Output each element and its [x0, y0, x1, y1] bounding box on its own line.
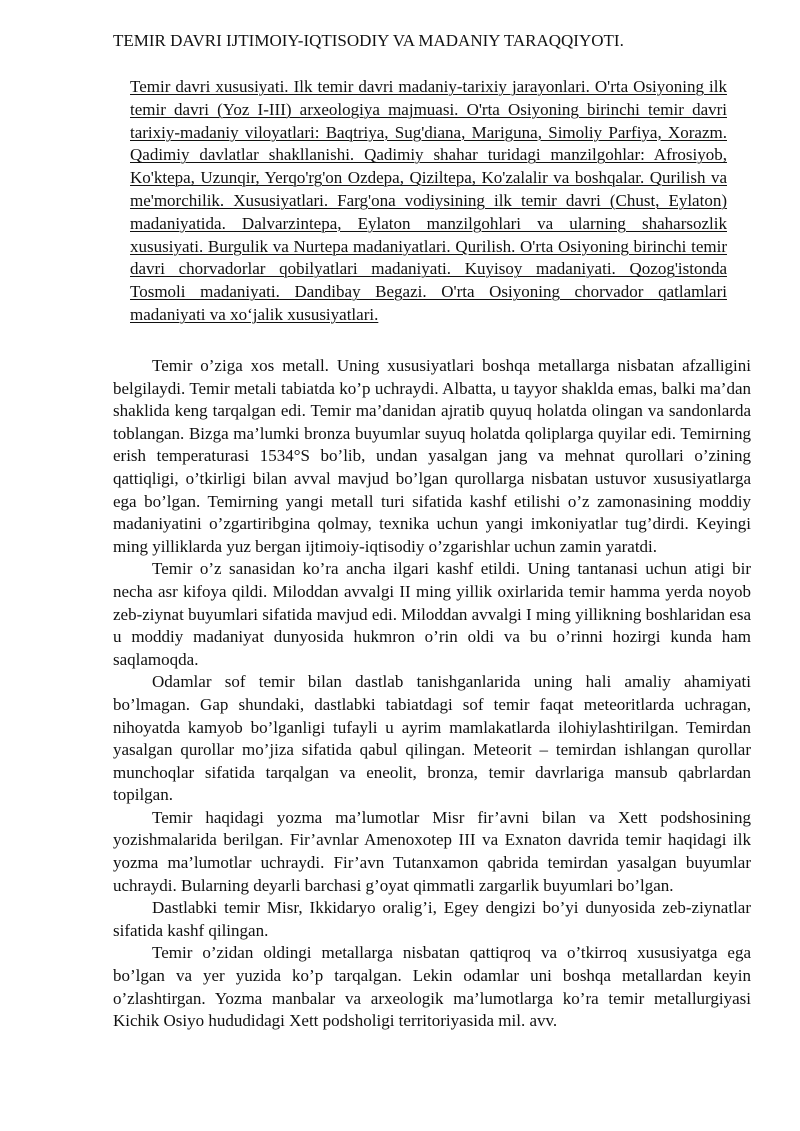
main-text	[113, 355, 751, 1033]
paragraph: Temir o’z sanasidan ko’ra ancha ilgari kashf etildi. Uning tantanasi uchun atigi bir necha asr kifoya qildi. Miloddan avvalgi II ming yillik oxirlarida temir hamma yerda noyob zeb-ziynat buyumlari sifatida mavjud edi. Miloddan avvalgi I ming yillikning boshlaridan esa u moddiy madaniyat dunyosida hukmron o’rin oldi va bu o’rinni hozirgi kunda ham saqlamoqda.	[113, 559, 751, 669]
paragraph: Temir haqidagi yozma ma’lumotlar Misr fir’avni bilan va Xett podshosining yozishmalarida berilgan. Fir’avnlar Amenoxotep III va Exnaton davrida temir haqidagi ilk yozma ma’lumotlar uchraydi. Fir’avn Tutanxamon qabrida temirdan yasalgan buyumlar uchraydi. Bularning deyarli barchasi g’oyat qimmatli zargarlik buyumlari bo’lgan.	[113, 807, 751, 895]
topic-summary: Temir davri xususiyati. Ilk temir davri madaniy-tarixiy jarayonlari. O'rta Osiyoning ilk temir davri (Yoz I-III) arxeologiya majmuasi. O'rta Osiyoning birinchi temir davri tarixiy-madaniy viloyatlari: Baqtriya, Sug'diana, Mariguna, Simoliy Parfiya, Xorazm. Qadimiy davlatlar shakllanishi. Qadimiy shahar turidagi manzilgohlar: Afrosiyob, Ko'ktepa, Uzunqir, Yerqo'rg'on Ozdepa, Qiziltepa, Ko'zalalir va boshqalar. Qurilish va me'morchilik. Xususiyatlari. Farg'ona vodiysining ilk temir davri (Chust, Eylaton) madaniyatida. Dalvarzintepa, Eylaton manzilgohlari va ularning shaharsozlik xususiyati. Burgulik va Nurtepa madaniyatlari. Qurilish. O'rta Osiyoning birinchi temir davri chorvadorlar qobilyatlari madaniyati. Kuyisoy madaniyati. Qozog'istonda Tosmoli madaniyati. Dandibay Begazi. O'rta Osiyoning chorvador qatlamlari madaniyati va xo‘jalik xususiyatlari.	[130, 77, 727, 324]
paragraph: Odamlar sof temir bilan dastlab tanishganlarida uning hali amaliy ahamiyati bo’lmagan. Gap shundaki, dastlabki tabiatdagi sof temir faqat meteoritlarda uchragan, nihoyatda kamyob bo’lganligi tufayli u ayrim mamlakatlarda ilohiylashtirilgan. Temirdan yasalgan qurollar mo’jiza sifatida qabul qilingan. Meteorit – temirdan ishlangan qurollar munchoqlar sifatida tarqalgan va eneolit, bronza, temir davrlariga mansub qabrlardan topilgan.	[113, 672, 751, 805]
paragraph: Temir o’ziga xos metall. Uning xususiyatlari boshqa metallarga nisbatan afzalligini belgilaydi. Temir metali tabiatda ko’p uchraydi. Albatta, u tayyor shaklda emas, balki ma’dan shaklida keng tarqalgan edi. Temir ma’danidan ajratib quyuq holatda olingan va sandonlarda toblangan. Bizga ma’lumki bronza buyumlar suyuq holatda qoliplarga quyilar edi. Temirning erish temperaturasi 1534°S bo’lib, undan yasalgan jang va mehnat qurollari o’zining qattiqligi, o’tkirligi bilan avval mavjud bo’lgan qurollarga nisbatan ustuvor xususiyatlarga ega bo’lgan. Temirning yangi metall turi sifatida kashf etilishi o’z zamonasining moddiy madaniyatini o’zgartiribgina qolmay, texnika uchun yangi imkoniyatlar tug’dirdi. Keyingi ming yilliklarda yuz bergan ijtimoiy-iqtisodiy o’zgarishlar uchun zamin yaratdi.	[113, 356, 751, 556]
page-title: TEMIR DAVRI IJTIMOIY-IQTISODIY VA MADANIY TARAQQIYOTI.	[113, 31, 624, 50]
paragraph: Temir o’zidan oldingi metallarga nisbatan qattiqroq va o’tkirroq xususiyatga ega bo’lgan va yer yuzida ko’p tarqalgan. Lekin odamlar uni boshqa metallardan keyin o’zlashtirgan. Yozma manbalar va arxeologik ma’lumotlarga ko’ra temir metallurgiyasi Kichik Osiyo hududidagi Xett podsholigi territoriyasida mil. avv.	[113, 943, 751, 1031]
paragraph: Dastlabki temir Misr, Ikkidaryo oralig’i, Egey dengizi bo’yi dunyosida zeb-ziynatlar sifatida kashf qilingan.	[113, 898, 751, 940]
